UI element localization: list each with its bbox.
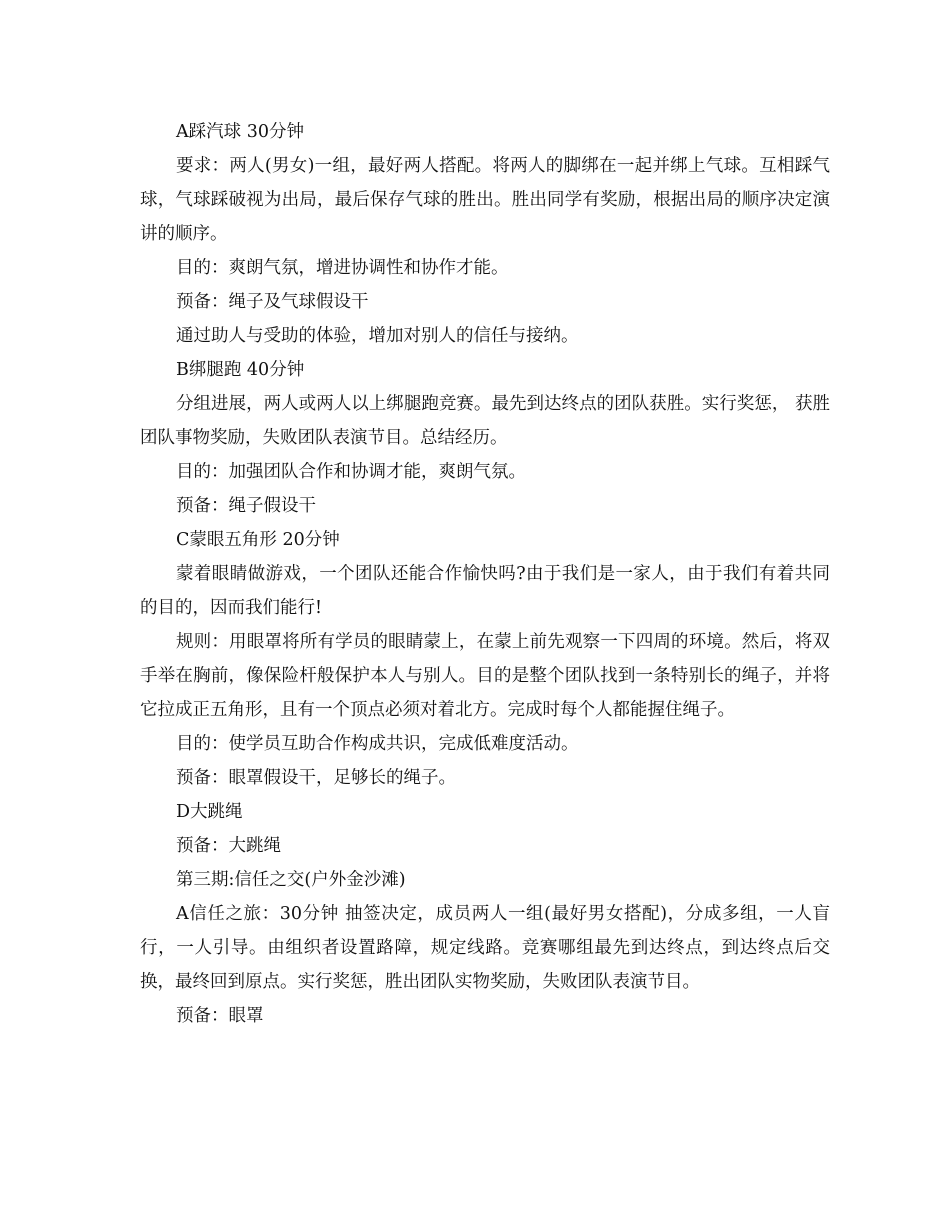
paragraph: A信任之旅：30分钟 抽签决定，成员两人一组(最好男女搭配)，分成多组，一人盲行，一人引导。由组织者设置路障，规定线路。竞赛哪组最先到达终点，到达终点后交换，最终回到原点。实行奖惩，胜出团队实物奖励，失败团队表演节目。 [140, 904, 830, 992]
paragraph: 预备：眼罩假设干，足够长的绳子。 [176, 768, 456, 788]
document-body [140, 115, 830, 1033]
paragraph: 规则：用眼罩将所有学员的眼睛蒙上，在蒙上前先观察一下四周的环境。然后，将双手举在胸前，像保险杆般保护本人与别人。目的是整个团队找到一条特别长的绳子，并将它拉成正五角形，且有一个顶点必须对着北方。完成时每个人都能握住绳子。 [140, 632, 830, 720]
section-heading: C蒙眼五角形 20分钟 [176, 530, 340, 550]
paragraph: 预备：大跳绳 [176, 836, 281, 856]
paragraph: 预备：绳子假设干 [176, 496, 316, 516]
paragraph: 蒙着眼睛做游戏，一个团队还能合作愉快吗?由于我们是一家人，由于我们有着共同的目的，因而我们能行! [140, 564, 830, 618]
section-heading: 第三期:信任之交(户外金沙滩) [176, 870, 406, 890]
section-heading: A踩汽球 30分钟 [176, 122, 304, 142]
paragraph: 预备：绳子及气球假设干 [176, 292, 369, 312]
paragraph: 通过助人与受助的体验，增加对别人的信任与接纳。 [176, 326, 579, 346]
paragraph: 目的：加强团队合作和协调才能，爽朗气氛。 [176, 462, 526, 482]
paragraph: 预备：眼罩 [176, 1006, 264, 1026]
paragraph: 要求：两人(男女)一组，最好两人搭配。将两人的脚绑在一起并绑上气球。互相踩气球，气球踩破视为出局，最后保存气球的胜出。胜出同学有奖励，根据出局的顺序决定演讲的顺序。 [140, 156, 830, 244]
paragraph: 目的：爽朗气氛，增进协调性和协作才能。 [176, 258, 509, 278]
paragraph: 分组进展，两人或两人以上绑腿跑竞赛。最先到达终点的团队获胜。实行奖惩， 获胜团队事物奖励，失败团队表演节目。总结经历。 [140, 394, 830, 448]
section-heading: D大跳绳 [176, 802, 243, 822]
paragraph: 目的：使学员互助合作构成共识，完成低难度活动。 [176, 734, 579, 754]
section-heading: B绑腿跑 40分钟 [176, 360, 305, 380]
